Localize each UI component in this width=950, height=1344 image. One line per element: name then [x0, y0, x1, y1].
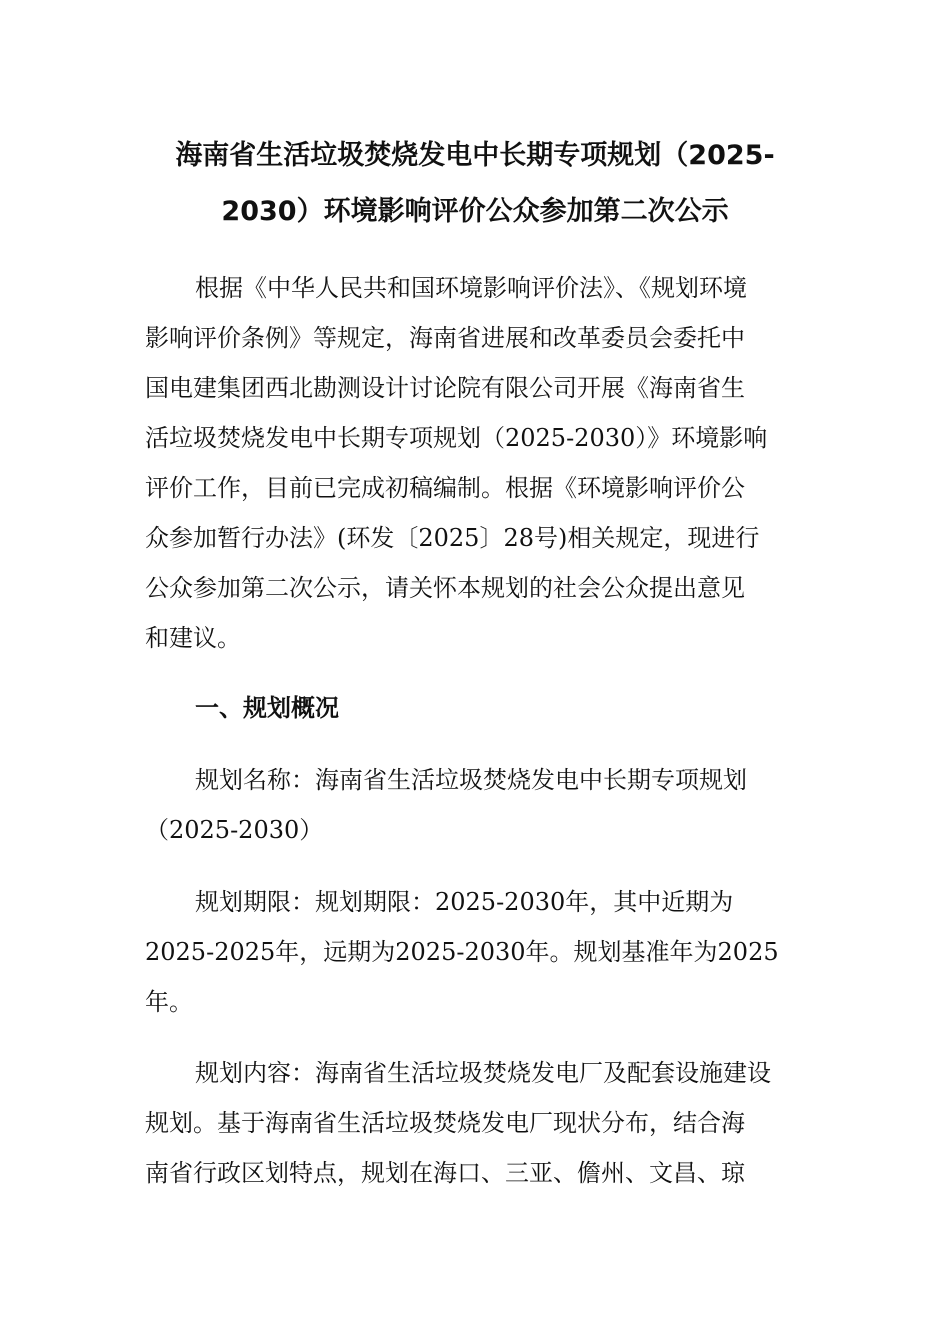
text-line: 南省行政区划特点，规划在海口、三亚、儋州、文昌、琼 — [145, 1159, 745, 1187]
document-title — [140, 128, 810, 240]
text-line: 根据《中华人民共和国环境影响评价法》、《规划环境 — [195, 274, 747, 302]
text-line: 年。 — [145, 988, 193, 1016]
text-line: 活垃圾焚烧发电中长期专项规划（2025-2030）》环境影响 — [145, 424, 768, 452]
title-line-1: 海南省生活垃圾焚烧发电中长期专项规划（2025- — [175, 140, 775, 171]
text-line: 评价工作，目前已完成初稿编制。根据《环境影响评价公 — [145, 474, 745, 502]
text-line: 2025-2025年，远期为2025-2030年。规划基准年为2025 — [145, 938, 779, 966]
text-line: 公众参加第二次公示，请关怀本规划的社会公众提出意见 — [145, 574, 745, 602]
text-line: 国电建集团西北勘测设计讨论院有限公司开展《海南省生 — [145, 374, 745, 402]
section-heading: 一、规划概况 — [195, 694, 339, 722]
text-line: 众参加暂行办法》(环发〔2025〕28号)相关规定，现进行 — [145, 524, 760, 552]
text-line: （2025-2030） — [145, 816, 324, 844]
text-line: 规划名称：海南省生活垃圾焚烧发电中长期专项规划 — [195, 766, 747, 794]
plan-period-paragraph — [145, 877, 810, 1027]
text-line: 和建议。 — [145, 624, 241, 652]
title-line-2: 2030）环境影响评价公众参加第二次公示 — [221, 196, 729, 227]
text-line: 规划。基于海南省生活垃圾焚烧发电厂现状分布，结合海 — [145, 1109, 745, 1137]
text-line: 影响评价条例》等规定，海南省进展和改革委员会委托中 — [145, 324, 745, 352]
intro-paragraph — [145, 263, 810, 663]
text-line: 规划内容：海南省生活垃圾焚烧发电厂及配套设施建设 — [195, 1059, 771, 1087]
text-line: 规划期限：规划期限：2025-2030年，其中近期为 — [195, 888, 734, 916]
plan-content-paragraph — [145, 1048, 810, 1198]
plan-name-paragraph — [145, 755, 810, 855]
